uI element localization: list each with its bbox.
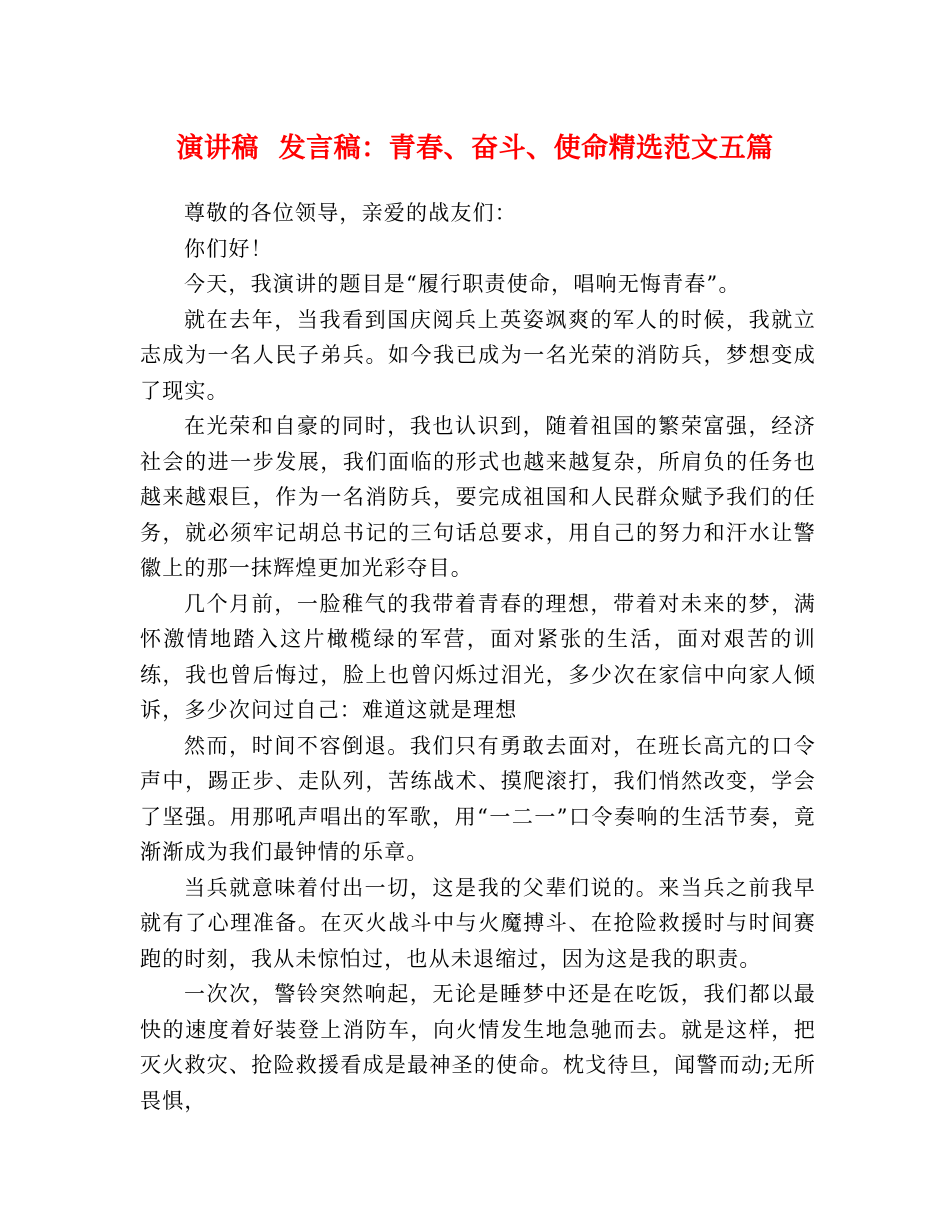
paragraph: 几个月前，一脸稚气的我带着青春的理想，带着对未来的梦，满怀激情地踏入这片橄榄绿的军营，面对紧张的生活，面对艰苦的训练，我也曾后悔过，脸上也曾闪烁过泪光，多少次在家信中向家人倾诉，多少次问过自己：难道这就是理想 xyxy=(140,591,816,722)
paragraph: 当兵就意味着付出一切，这是我的父辈们说的。来当兵之前我早就有了心理准备。在灭火战斗中与火魔搏斗、在抢险救援时与时间赛跑的时刻，我从未惊怕过，也从未退缩过，因为这是我的职责。 xyxy=(140,875,816,971)
paragraph-topic: 今天，我演讲的题目是“履行职责使命，唱响无悔青春”。 xyxy=(184,272,741,296)
document-body xyxy=(140,196,816,1119)
document-title: 演讲稿 发言稿：青春、奋斗、使命精选范文五篇 xyxy=(176,133,774,164)
paragraph-greeting: 你们好！ xyxy=(184,236,273,261)
paragraph-salutation: 尊敬的各位领导，亲爱的战友们： xyxy=(184,201,517,225)
paragraph: 在光荣和自豪的同时，我也认识到，随着祖国的繁荣富强，经济社会的进一步发展，我们面临的形式也越来越复杂，所肩负的任务也越来越艰巨，作为一名消防兵，要完成祖国和人民群众赋予我们的任务，就必须牢记胡总书记的三句话总要求，用自己的努力和汗水让警徽上的那一抹辉煌更加光彩夺目。 xyxy=(140,414,816,580)
paragraph: 一次次，警铃突然响起，无论是睡梦中还是在吃饭，我们都以最快的速度着好装登上消防车，向火情发生地急驰而去。就是这样，把灭火救灾、抢险救援看成是最神圣的使命。枕戈待旦，闻警而动;无所畏惧， xyxy=(140,982,816,1113)
paragraph: 然而，时间不容倒退。我们只有勇敢去面对，在班长高亢的口令声中，踢正步、走队列，苦练战术、摸爬滚打，我们悄然改变，学会了坚强。用那吼声唱出的军歌，用“一二一”口令奏响的生活节奏，竟渐渐成为我们最钟情的乐章。 xyxy=(140,733,816,864)
paragraph: 就在去年，当我看到国庆阅兵上英姿飒爽的军人的时候，我就立志成为一名人民子弟兵。如今我已成为一名光荣的消防兵，梦想变成了现实。 xyxy=(140,307,816,403)
